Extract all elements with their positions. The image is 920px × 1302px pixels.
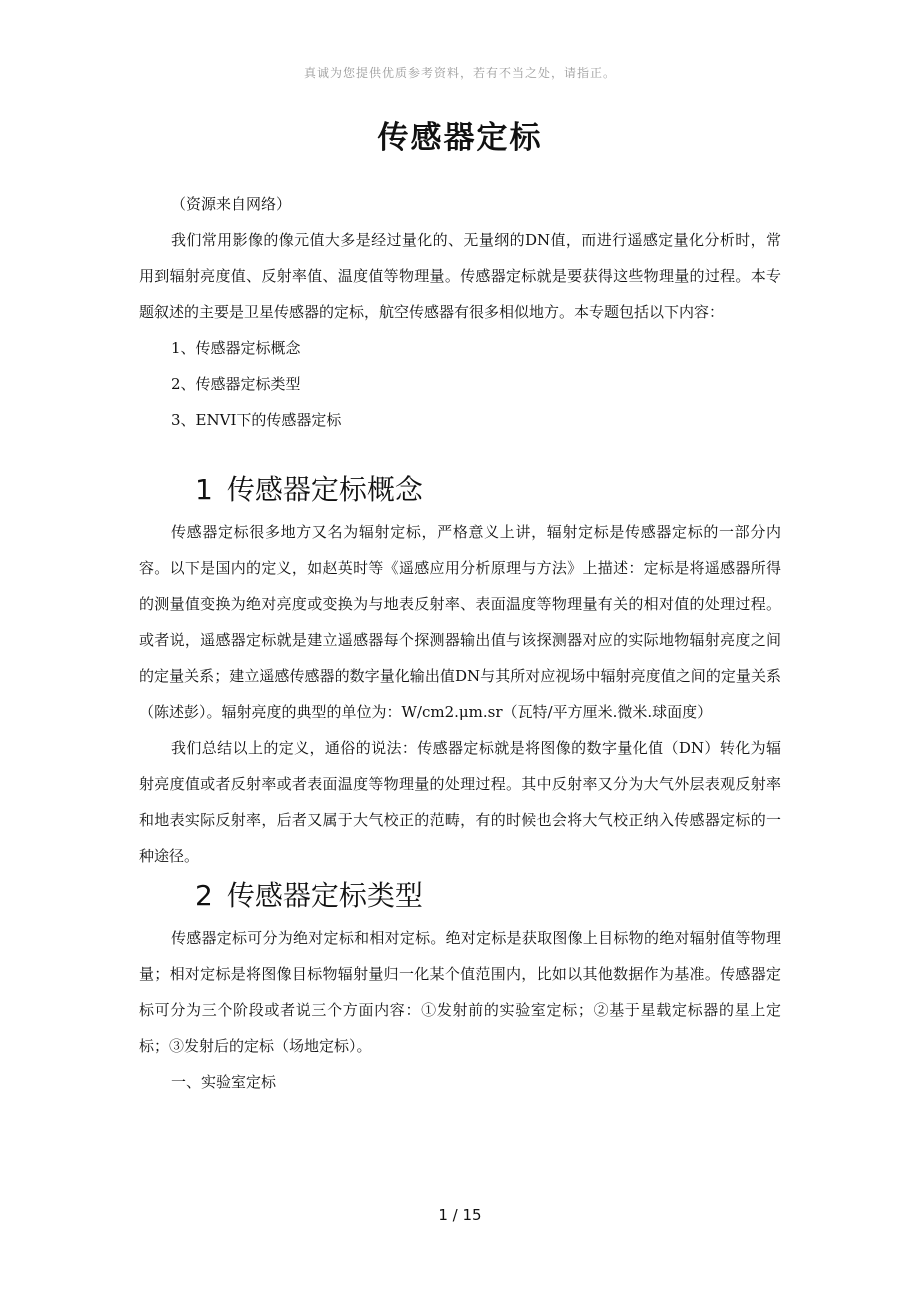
toc-item-1: 1、传感器定标概念	[171, 339, 301, 357]
toc-item-3: 3、ENVI下的传感器定标	[171, 411, 342, 429]
section-1-paragraph-1: 传感器定标很多地方又名为辐射定标，严格意义上讲，辐射定标是传感器定标的一部分内容。以下是国内的定义，如赵英时等《遥感应用分析原理与方法》上描述：定标是将遥感器所得的测量值变换为绝对亮度或变换为与地表反射率、表面温度等物理量有关的相对值的处理过程。或者说，遥感器定标就是建立遥感器每个探测器输出值与该探测器对应的实际地物辐射亮度之间的定量关系；建立遥感传感器的数字量化输出值DN与其所对应视场中辐射亮度值之间的定量关系（陈述彭）。辐射亮度的典型的单位为：W/cm2.μm.sr（瓦特/平方厘米.微米.球面度）	[139, 523, 781, 721]
toc-item-2: 2、传感器定标类型	[171, 375, 301, 393]
section-1-number: 1	[195, 473, 213, 506]
source-note: （资源来自网络）	[171, 195, 292, 213]
page-header-note: 真诚为您提供优质参考资料，若有不当之处，请指正。	[303, 66, 616, 80]
section-1-heading	[139, 468, 781, 512]
section-2-heading	[139, 874, 781, 918]
page-number: 1 / 15	[438, 1206, 482, 1224]
intro-paragraph: 我们常用影像的像元值大多是经过量化的、无量纲的DN值，而进行遥感定量化分析时，常用到辐射亮度值、反射率值、温度值等物理量。传感器定标就是要获得这些物理量的过程。本专题叙述的主要是卫星传感器的定标，航空传感器有很多相似地方。本专题包括以下内容：	[139, 231, 781, 321]
section-2-number: 2	[195, 879, 213, 912]
section-1-paragraph-2: 我们总结以上的定义，通俗的说法：传感器定标就是将图像的数字量化值（DN）转化为辐射亮度值或者反射率或者表面温度等物理量的处理过程。其中反射率又分为大气外层表观反射率和地表实际反射率，后者又属于大气校正的范畴，有的时候也会将大气校正纳入传感器定标的一种途径。	[139, 739, 781, 865]
section-2-title: 传感器定标类型	[226, 879, 423, 912]
section-2-paragraph-1: 传感器定标可分为绝对定标和相对定标。绝对定标是获取图像上目标物的绝对辐射值等物理量；相对定标是将图像目标物辐射量归一化某个值范围内，比如以其他数据作为基准。传感器定标可分为三个阶段或者说三个方面内容：①发射前的实验室定标；②基于星载定标器的星上定标；③发射后的定标（场地定标）。	[139, 929, 781, 1055]
document-body	[139, 186, 781, 1100]
document-title: 传感器定标	[377, 120, 543, 156]
section-1-title: 传感器定标概念	[226, 473, 423, 506]
section-2-subheading: 一、实验室定标	[171, 1073, 277, 1091]
